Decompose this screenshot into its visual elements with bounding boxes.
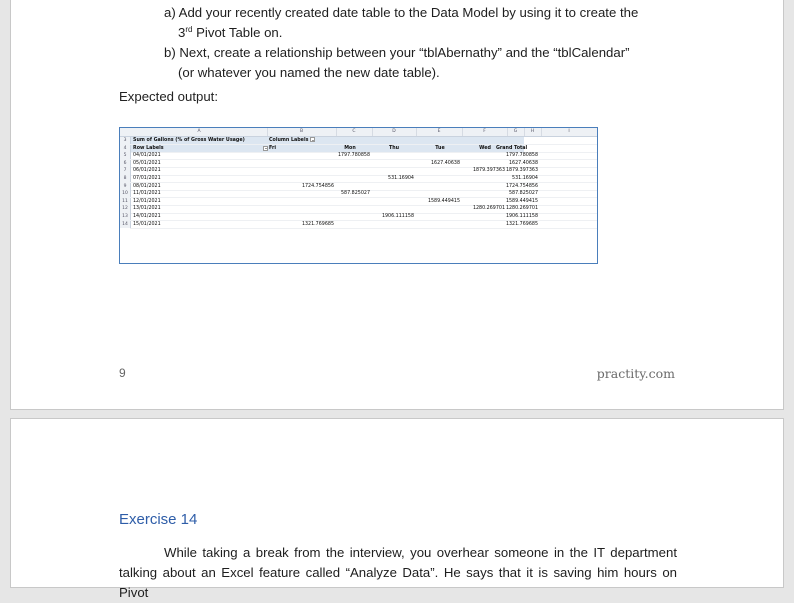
column-labels-filter-icon[interactable] xyxy=(310,137,315,142)
row-date-label: 12/01/2021 xyxy=(133,198,161,204)
pivot-value-cell: 531.16904 xyxy=(388,176,414,181)
task-a-ordinal: 3 xyxy=(178,25,186,40)
grand-total-cell: 1724.754856 xyxy=(505,183,538,189)
grand-total-cell: 587.825027 xyxy=(509,191,538,197)
day-column-header: Tue xyxy=(435,145,445,151)
exercise-body: While taking a break from the interview, you overhear someone in the IT department talking about an Excel feature called “Analyze Data”. He says that it is saving him hours on Pivot xyxy=(119,545,677,600)
column-header: G xyxy=(507,128,525,136)
exercise-title: Exercise 14 xyxy=(119,511,198,528)
day-column-header: Thu xyxy=(388,145,400,151)
day-column-header: Wed xyxy=(479,145,491,151)
task-a-ordinal-suffix: rd xyxy=(185,25,193,34)
row-number: 4 xyxy=(120,145,131,153)
column-header: A xyxy=(131,128,268,136)
row-date-label: 11/01/2021 xyxy=(133,191,161,197)
task-a-line-1: a) Add your recently created date table to the Data Model by using it to create the xyxy=(164,5,639,20)
row-number: 3 xyxy=(120,137,131,145)
column-header: F xyxy=(462,128,508,136)
column-header: B xyxy=(267,128,337,136)
row-labels-filter-icon[interactable] xyxy=(263,146,268,151)
row-number: 5 xyxy=(120,152,131,160)
column-header: D xyxy=(372,128,417,136)
pivot-value-cell: 1879.397363 xyxy=(472,168,505,174)
row-number: 9 xyxy=(120,183,131,191)
grand-total-cell: 1589.449415 xyxy=(505,198,538,204)
pivot-value-cell: 1797.780858 xyxy=(337,153,370,159)
task-a-line-2 xyxy=(178,23,282,43)
pivot-value-cell: 1724.754856 xyxy=(301,183,334,189)
grid-line xyxy=(130,228,597,229)
grand-total-cell: 1879.397363 xyxy=(505,168,538,174)
column-header: I xyxy=(541,128,598,136)
row-number: 12 xyxy=(120,205,131,213)
grand-total-cell: 1627.40638 xyxy=(509,160,538,166)
footer-site: practity.com xyxy=(596,366,675,381)
grand-total-cell: 531.16904 xyxy=(512,176,538,181)
row-date-label: 08/01/2021 xyxy=(133,183,161,189)
row-number: 6 xyxy=(120,160,131,168)
row-number: 10 xyxy=(120,190,131,198)
pivot-value-cell: 1280.269701 xyxy=(472,206,505,212)
column-header: H xyxy=(524,128,542,136)
row-date-label: 07/01/2021 xyxy=(133,176,161,181)
pivot-value-cell: 1589.449415 xyxy=(427,198,460,204)
pivot-value-cell: 1627.40638 xyxy=(431,160,460,166)
row-date-label: 14/01/2021 xyxy=(133,214,161,219)
pivot-value-cell: 1906.111158 xyxy=(381,214,414,219)
column-labels-header: Column Labels xyxy=(269,137,315,144)
row-number: 13 xyxy=(120,213,131,221)
grand-total-cell: 1321.769685 xyxy=(505,221,538,227)
pivot-table-screenshot xyxy=(119,127,598,264)
document-page-10 xyxy=(10,418,784,600)
day-column-header: Mon xyxy=(344,145,356,151)
row-date-label: 13/01/2021 xyxy=(133,206,161,212)
document-page-9 xyxy=(10,0,784,410)
row-labels-header: Row Labels xyxy=(133,145,263,152)
column-header: E xyxy=(416,128,463,136)
row-date-label: 06/01/2021 xyxy=(133,168,161,174)
grand-total-header: Grand Total xyxy=(496,145,528,151)
row-number: 8 xyxy=(120,175,131,183)
column-header: C xyxy=(336,128,373,136)
grand-total-cell: 1797.780858 xyxy=(505,153,538,159)
pivot-value-cell: 1321.769685 xyxy=(301,221,334,227)
grand-total-cell: 1280.269701 xyxy=(505,206,538,212)
values-field-label: Sum of Gallons (% of Gross Water Usage) xyxy=(133,138,245,143)
page-number: 9 xyxy=(119,366,126,380)
grand-total-cell: 1906.111158 xyxy=(505,214,538,219)
row-number: 14 xyxy=(120,221,131,229)
expected-output-label: Expected output: xyxy=(119,89,218,104)
row-number: 11 xyxy=(120,198,131,206)
task-b-line-1: b) Next, create a relationship between your “tblAbernathy” and the “tblCalendar” xyxy=(164,45,630,60)
row-date-label: 04/01/2021 xyxy=(133,153,161,159)
task-b-line-2: (or whatever you named the new date table). xyxy=(178,65,440,80)
row-date-label: 05/01/2021 xyxy=(133,160,161,166)
pivot-value-cell: 587.825027 xyxy=(341,191,370,197)
row-number: 7 xyxy=(120,167,131,175)
row-date-label: 15/01/2021 xyxy=(133,221,161,227)
task-a-rest: Pivot Table on. xyxy=(192,25,283,40)
day-column-header: Fri xyxy=(269,145,276,151)
